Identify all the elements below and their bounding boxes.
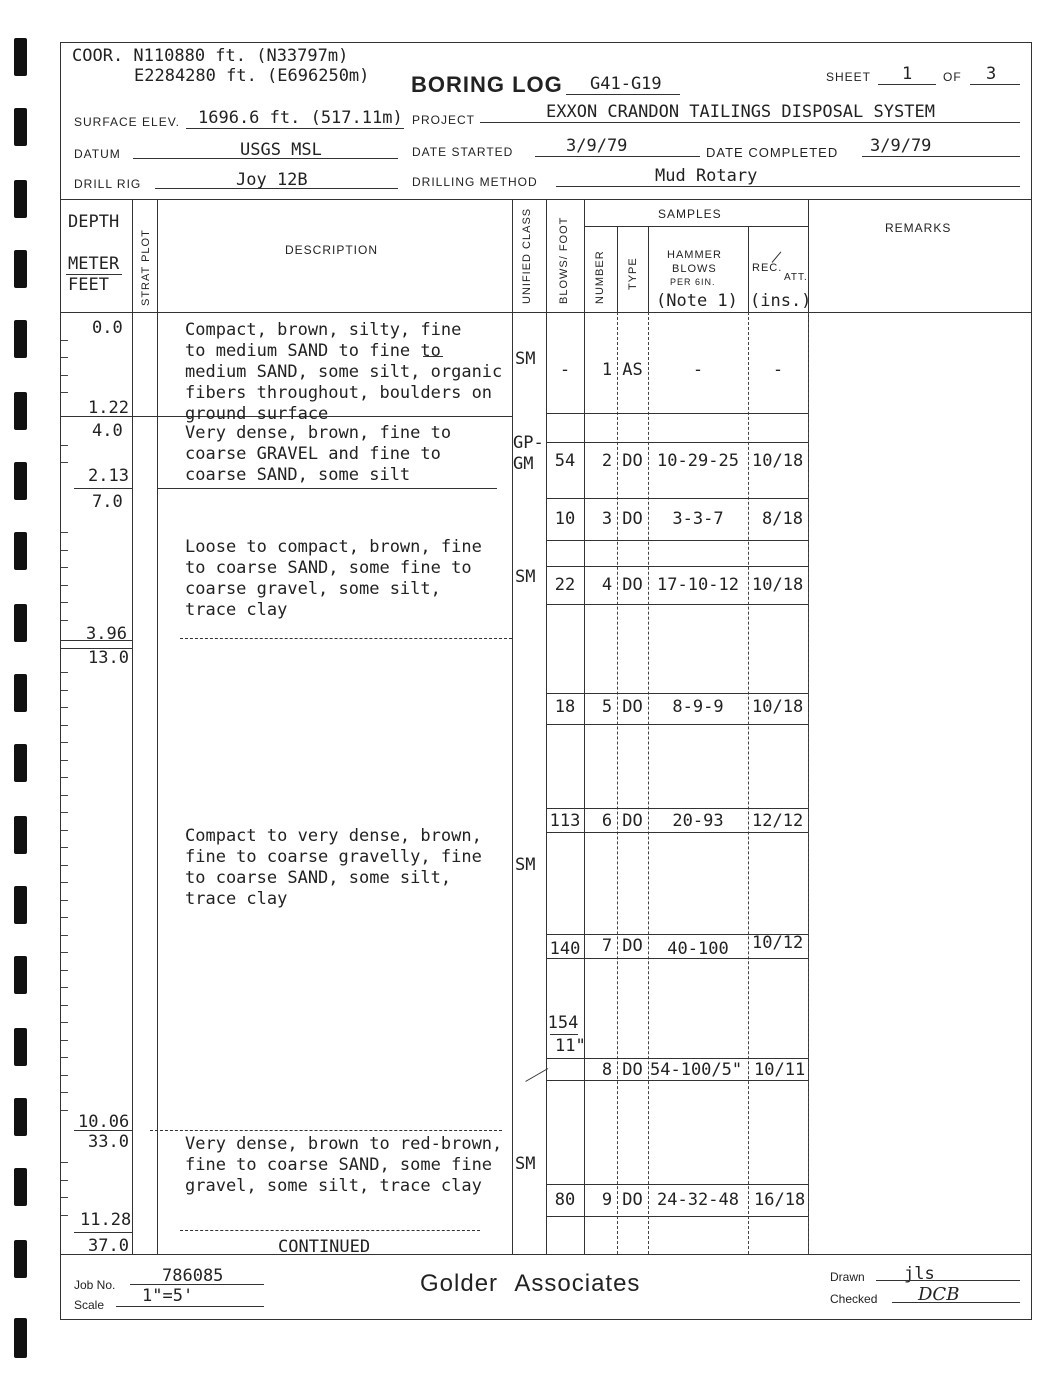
class-value: SM	[515, 567, 536, 587]
blows-value: -	[559, 360, 571, 380]
coordinates-north: COOR. N110880 ft. (N33797m)	[72, 46, 349, 66]
class-value: SM	[515, 1154, 536, 1174]
rec-att: 16/18	[754, 1190, 806, 1210]
sample-type: DO	[622, 1190, 643, 1210]
rec-att: 10/12	[752, 933, 804, 953]
col-feet: FEET	[68, 275, 109, 295]
date-started-label: DATE STARTED	[412, 145, 514, 159]
sample-number: 4	[601, 575, 613, 595]
sample-type: DO	[622, 936, 643, 956]
rec-att: -	[772, 360, 784, 380]
layer-description: Loose to compact, brown, fine to coarse SAND, some fine to coarse gravel, some silt, trace clay	[185, 537, 482, 620]
depth-label: 13.0	[88, 648, 129, 668]
sample-number: 2	[601, 451, 613, 471]
depth-label: 1.22	[88, 398, 129, 418]
sample-number: 9	[601, 1190, 613, 1210]
of-label: OF	[943, 70, 962, 84]
blows-value: 140	[549, 939, 581, 959]
sample-type: AS	[622, 360, 643, 380]
blows-value: 10	[554, 509, 576, 529]
col-number: NUMBER	[594, 250, 606, 304]
rec-att: 10/18	[752, 575, 804, 595]
page-title: BORING LOG	[411, 72, 563, 97]
hammer-blows: 24-32-48	[657, 1190, 739, 1210]
checked-label: Checked	[830, 1292, 878, 1306]
company-name: Golder Associates	[420, 1270, 641, 1297]
col-samples: SAMPLES	[658, 207, 722, 221]
col-hammer-1: HAMMER	[667, 249, 722, 261]
sample-number: 8	[601, 1060, 613, 1080]
col-rec-2: ATT.	[784, 272, 808, 283]
blows-value: 113	[549, 811, 581, 831]
hammer-blows: 10-29-25	[657, 451, 739, 471]
sheet-label: SHEET	[826, 70, 872, 84]
depth-label: 33.0	[88, 1132, 129, 1152]
rec-att: 10/11	[754, 1060, 806, 1080]
col-rec-ins: (ins.)	[750, 291, 812, 311]
col-type: TYPE	[627, 257, 639, 290]
layer-description: Compact, brown, silty, fine to medium SAND to fine to medium SAND, some silt, organic fibers throughout, boulders on ground surface	[185, 320, 503, 424]
class-value: SM	[515, 349, 536, 369]
sample-number: 3	[601, 509, 613, 529]
col-depth: DEPTH	[68, 212, 120, 232]
drawn-label: Drawn	[830, 1270, 865, 1284]
blows-value: 18	[554, 697, 576, 717]
sample-type: DO	[622, 697, 643, 717]
depth-label: 37.0	[88, 1236, 129, 1256]
col-meter: METER	[68, 254, 120, 274]
hammer-blows: 40-100	[667, 939, 729, 959]
sheet-total: 3	[986, 64, 997, 84]
depth-label: 3.96	[86, 624, 127, 644]
class-value: SM	[515, 855, 536, 875]
job-label: Job No.	[74, 1278, 116, 1292]
sample-number: 1	[601, 360, 613, 380]
surface-elev-label: SURFACE ELEV.	[74, 115, 180, 129]
coordinates-east: E2284280 ft. (E696250m)	[134, 66, 370, 86]
depth-label: 4.0	[92, 421, 123, 441]
sample-number: 5	[601, 697, 613, 717]
drill-rig-value: Joy 12B	[236, 170, 308, 190]
col-rec-1: REC.	[752, 262, 783, 274]
drill-rig-label: DRILL RIG	[74, 177, 142, 191]
layer-description: Very dense, brown, fine to coarse GRAVEL and fine to coarse SAND, some silt	[185, 423, 452, 485]
rec-att: 10/18	[752, 451, 804, 471]
rec-att: 12/12	[752, 811, 804, 831]
blows-value: 80	[554, 1190, 576, 1210]
hammer-blows: 8-9-9	[672, 697, 724, 717]
drilling-method-label: DRILLING METHOD	[412, 175, 538, 189]
sheet-number: 1	[902, 64, 913, 84]
depth-label: 0.0	[92, 318, 123, 338]
date-completed-value: 3/9/79	[870, 136, 932, 156]
drilling-method-value: Mud Rotary	[655, 166, 758, 186]
sample-type: DO	[622, 509, 643, 529]
depth-label: 11.28	[80, 1210, 132, 1230]
hammer-blows: 54-100/5"	[650, 1060, 743, 1080]
sample-type: DO	[622, 1060, 643, 1080]
checked-initials: DCB	[918, 1284, 960, 1305]
hammer-blows: 3-3-7	[672, 509, 724, 529]
scale-value: 1"=5'	[142, 1286, 194, 1306]
blows-value: 154	[547, 1013, 579, 1033]
sample-type: DO	[622, 575, 643, 595]
col-description: DESCRIPTION	[285, 243, 379, 257]
drawn-initials: jls	[904, 1264, 935, 1284]
layer-description: Very dense, brown to red-brown, fine to coarse SAND, some fine gravel, some silt, trace clay	[185, 1134, 503, 1196]
blows-sub-value: 11"	[555, 1036, 586, 1056]
continued-note: CONTINUED	[278, 1237, 371, 1257]
sample-type: DO	[622, 811, 643, 831]
hammer-blows: -	[692, 360, 704, 380]
sample-type: DO	[622, 451, 643, 471]
sample-number: 7	[601, 936, 613, 956]
col-remarks: REMARKS	[885, 221, 952, 235]
project-label: PROJECT	[412, 113, 476, 127]
blows-value: 22	[554, 575, 576, 595]
project-value: EXXON CRANDON TAILINGS DISPOSAL SYSTEM	[546, 102, 935, 122]
hammer-blows: 17-10-12	[657, 575, 739, 595]
rec-att: 8/18	[762, 509, 803, 529]
datum-value: USGS MSL	[240, 140, 322, 160]
col-unified-class: UNIFIED CLASS	[521, 207, 533, 304]
surface-elev-value: 1696.6 ft. (517.11m)	[198, 108, 403, 128]
job-number: 786085	[162, 1266, 224, 1286]
col-hammer-2: BLOWS	[672, 263, 717, 275]
boring-id: G41-G19	[590, 74, 662, 94]
col-strat-plot: STRAT PLOT	[140, 229, 152, 306]
sample-number: 6	[601, 811, 613, 831]
col-blows-foot: BLOWS/ FOOT	[558, 216, 570, 304]
depth-label: 7.0	[92, 492, 123, 512]
depth-label: 10.06	[78, 1112, 130, 1132]
rec-att: 10/18	[752, 697, 804, 717]
date-started-value: 3/9/79	[566, 136, 628, 156]
depth-label: 2.13	[88, 466, 129, 486]
datum-label: DATUM	[74, 147, 121, 161]
blows-value: 54	[554, 451, 576, 471]
scale-label: Scale	[74, 1298, 105, 1312]
hammer-blows: 20-93	[672, 811, 724, 831]
date-completed-label: DATE COMPLETED	[706, 145, 839, 160]
class-value: GP- GM	[513, 433, 544, 474]
layer-description: Compact to very dense, brown, fine to coarse gravelly, fine to coarse SAND, some silt, trace clay	[185, 826, 482, 909]
col-hammer-3: PER 6IN.	[670, 277, 716, 287]
col-hammer-note: (Note 1)	[656, 291, 738, 311]
